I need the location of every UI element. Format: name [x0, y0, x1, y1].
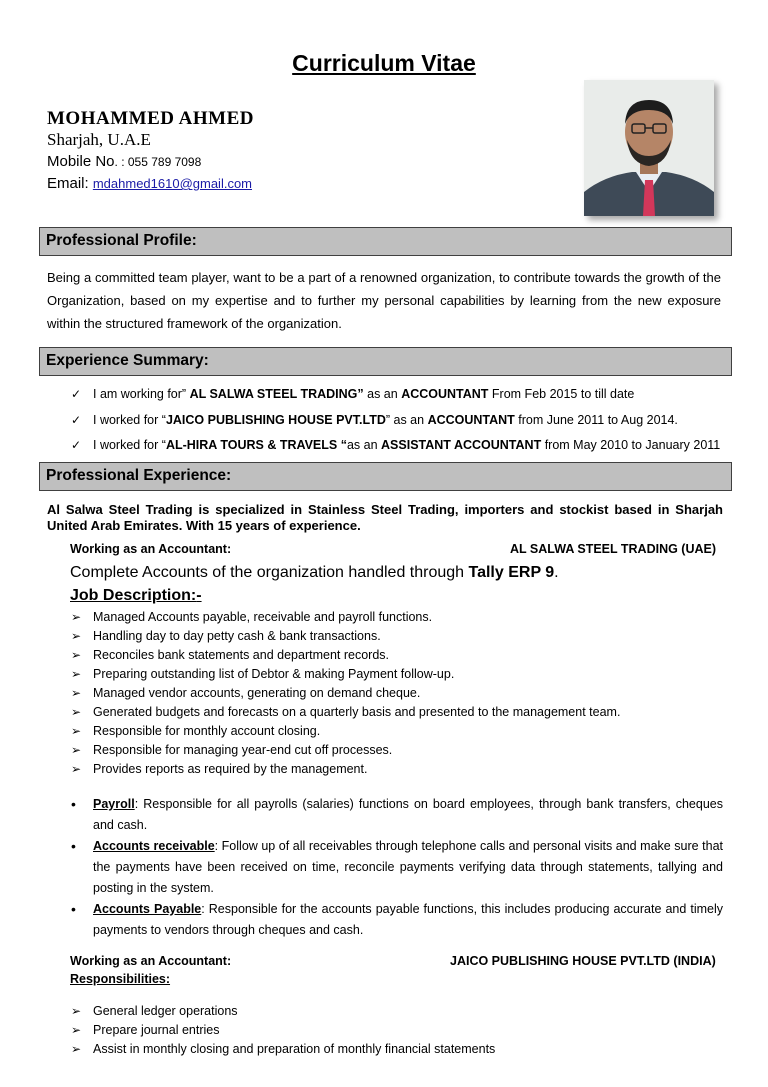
check-icon: ✓ — [71, 413, 82, 427]
section-header-profile — [39, 227, 732, 256]
check-icon: ✓ — [71, 387, 82, 401]
section-header-summary — [39, 347, 732, 376]
list-item: ➢ Responsible for monthly account closing. — [71, 724, 321, 738]
list-item: ➢ General ledger operations — [71, 1004, 238, 1018]
person-portrait-icon — [584, 80, 714, 216]
candidate-location: Sharjah, U.A.E — [47, 130, 151, 149]
list-item: ➢ Responsible for managing year-end cut off processes. — [71, 743, 393, 757]
section-title: Professional Experience: — [46, 467, 232, 484]
candidate-name: MOHAMMED AHMED — [47, 108, 255, 129]
mobile-label: Mobile No — [47, 153, 115, 170]
arrow-bullet-icon: ➢ — [71, 724, 82, 738]
arrow-bullet-icon: ➢ — [71, 648, 82, 662]
arrow-bullet-icon: ➢ — [71, 667, 82, 681]
section-title: Professional Profile: — [46, 232, 197, 249]
arrow-bullet-icon: ➢ — [71, 629, 82, 643]
dot-bullet-icon: • — [71, 838, 76, 854]
profile-text: Being a committed team player, want to be a part of a renowned organization, to contribute towards the growth of the Organization, based on my expertise and to further my personal capabilities by learning from the new exposure within the structured framework of the organization. — [47, 270, 721, 331]
profile-photo — [584, 80, 714, 216]
list-item: ➢ Handling day to day petty cash & bank transactions. — [71, 629, 381, 643]
email-link[interactable]: mdahmed1610@gmail.com — [92, 176, 253, 191]
arrow-bullet-icon: ➢ — [71, 762, 82, 776]
highlight-item: • Payroll: Responsible for all payrolls (salaries) functions on board employees, through bank transfers, cheques and cash. — [71, 796, 723, 832]
mobile-value: . : 055 789 7098 — [114, 155, 202, 169]
highlight-item: • Accounts Payable: Responsible for the accounts payable functions, this includes producing accurate and timely payments to vendors through cheques and cash. — [71, 901, 723, 937]
document-title: Curriculum Vitae — [292, 50, 476, 76]
arrow-bullet-icon: ➢ — [71, 1004, 82, 1018]
email-line — [47, 175, 252, 192]
mobile-line — [47, 153, 201, 170]
job1-summary: Complete Accounts of the organization handled through Tally ERP 9. — [70, 564, 559, 581]
job2-role: Working as an Accountant: — [70, 954, 232, 968]
section-header-experience — [39, 462, 732, 491]
list-item: ➢ Managed Accounts payable, receivable and payroll functions. — [71, 610, 433, 624]
list-item: ➢ Reconciles bank statements and department records. — [71, 648, 389, 662]
dot-bullet-icon: • — [71, 796, 76, 812]
email-label: Email: — [47, 175, 93, 192]
job1-role: Working as an Accountant: — [70, 542, 232, 556]
job2-company: JAICO PUBLISHING HOUSE PVT.LTD (INDIA) — [450, 954, 716, 968]
list-item: ➢ Provides reports as required by the management. — [71, 762, 368, 776]
summary-item: ✓ I worked for “AL-HIRA TOURS & TRAVELS “as an ASSISTANT ACCOUNTANT from May 2010 to January 2011 — [71, 438, 721, 452]
arrow-bullet-icon: ➢ — [71, 686, 82, 700]
check-icon: ✓ — [71, 438, 82, 452]
dot-bullet-icon: • — [71, 901, 76, 917]
list-item: ➢ Generated budgets and forecasts on a quarterly basis and presented to the management team. — [71, 705, 621, 719]
arrow-bullet-icon: ➢ — [71, 610, 82, 624]
summary-item: ✓ I am working for” AL SALWA STEEL TRADING” as an ACCOUNTANT From Feb 2015 to till date — [71, 387, 635, 401]
job-description-heading: Job Description:- — [70, 587, 202, 604]
highlight-item: • Accounts receivable: Follow up of all receivables through telephone calls and personal visits and make sure that the payments have been received on time, reconcile payments verifying data through statements, tallying and posting in the system. — [71, 838, 723, 895]
arrow-bullet-icon: ➢ — [71, 1023, 82, 1037]
list-item: ➢ Preparing outstanding list of Debtor & making Payment follow-up. — [71, 667, 455, 681]
arrow-bullet-icon: ➢ — [71, 705, 82, 719]
list-item: ➢ Assist in monthly closing and preparation of monthly financial statements — [71, 1042, 496, 1056]
list-item: ➢ Managed vendor accounts, generating on demand cheque. — [71, 686, 421, 700]
job1-company: AL SALWA STEEL TRADING (UAE) — [510, 542, 717, 556]
list-item: ➢ Prepare journal entries — [71, 1023, 220, 1037]
company-intro: Al Salwa Steel Trading is specialized in Stainless Steel Trading, importers and stockist based in Sharjah United Arab Emirates. With 15 years of experience. — [47, 502, 723, 533]
arrow-bullet-icon: ➢ — [71, 1042, 82, 1056]
section-title: Experience Summary: — [46, 352, 209, 369]
arrow-bullet-icon: ➢ — [71, 743, 82, 757]
responsibilities-heading: Responsibilities: — [70, 972, 171, 986]
summary-item: ✓ I worked for “JAICO PUBLISHING HOUSE PVT.LTD” as an ACCOUNTANT from June 2011 to Aug 2014. — [71, 413, 678, 427]
